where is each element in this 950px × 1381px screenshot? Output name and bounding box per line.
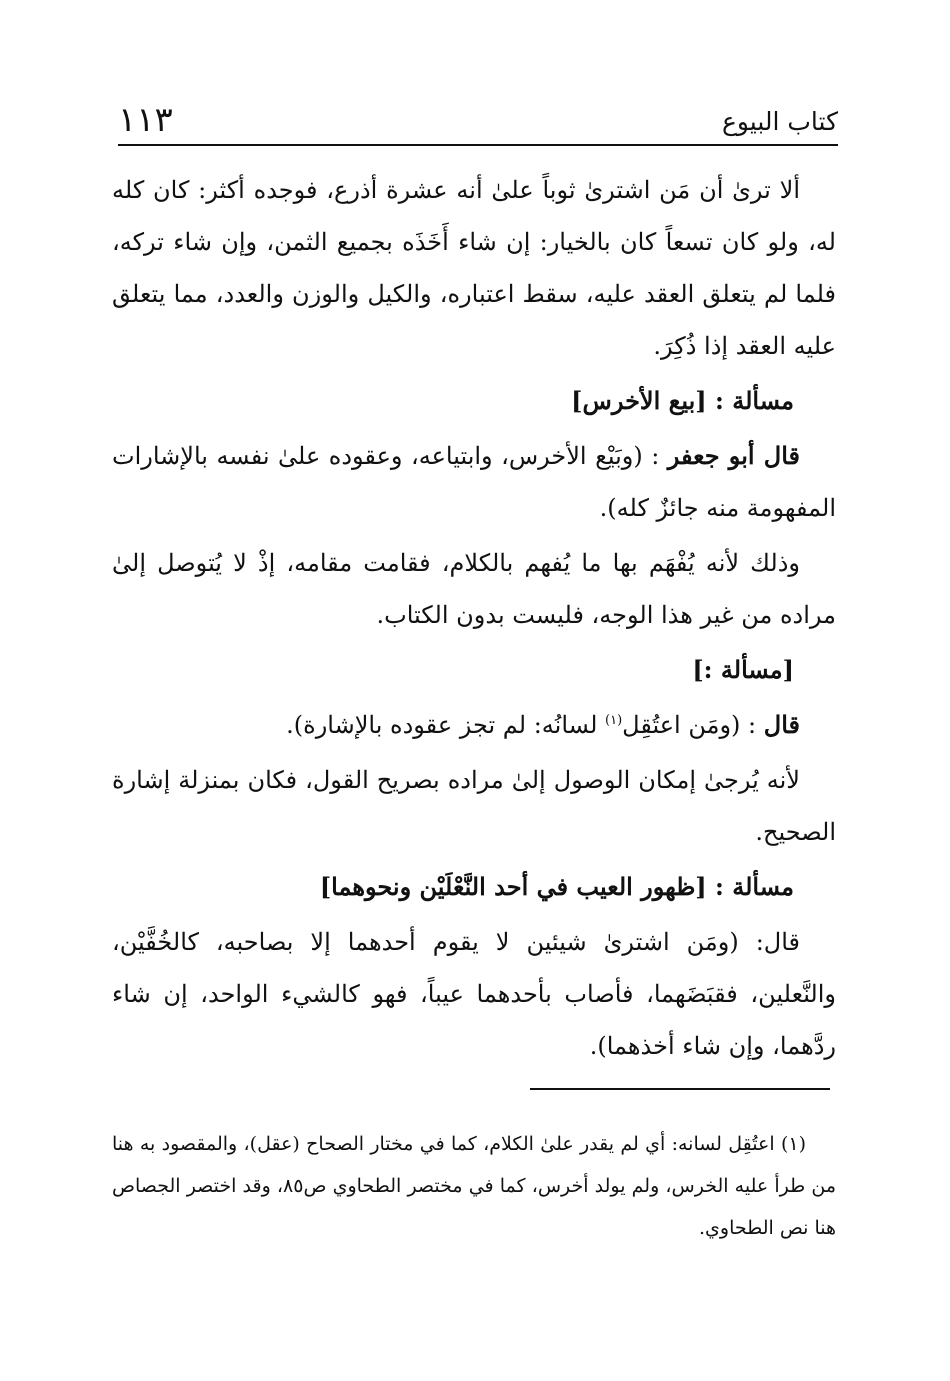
paragraph-2-text: : (وبَيْع الأخرس، وابتياعه، وعقوده علىٰ نفسه بالإشارات المفهومة منه جائزٌ كله). xyxy=(112,442,836,522)
paragraph-5: لأنه يُرجىٰ إمكان الوصول إلىٰ مراده بصريح القول، فكان بمنزلة إشارة الصحيح. xyxy=(112,766,836,846)
paragraph-4-text-b: لسانُه: لم تجز عقوده بالإشارة). xyxy=(286,711,606,739)
paragraph-4 xyxy=(112,699,836,751)
section-heading-bay-al-akhras: مسألة : [بيع الأخرس] xyxy=(571,386,794,415)
footnote-reference: (١) xyxy=(605,713,623,728)
footnote-separator xyxy=(530,1088,830,1090)
paragraph-3: وذلك لأنه يُفْهَم بها ما يُفهم بالكلام، فقامت مقامه، إذْ لا يُتوصل إلىٰ مراده من غير هذا الوجه، فليست بدون الكتاب. xyxy=(112,549,836,629)
main-text xyxy=(112,164,836,1075)
running-title: كتاب البيوع xyxy=(721,107,838,136)
paragraph-1: ألا ترىٰ أن مَن اشترىٰ ثوباً علىٰ أنه عشرة أذرع، فوجده أكثر: كان كله له، ولو كان تسعاً كان بالخيار: إن شاء أَخَذَه بجميع الثمن، وإن شاء تركه، فلما لم يتعلق العقد عليه، سقط اعتباره، والكيل والوزن والعدد، مما يتعلق عليه العقد إذا ذُكِرَ. xyxy=(112,176,836,360)
speaker-label: قال أبو جعفر xyxy=(667,441,800,470)
footnote: (١) اعتُقِل لسانه: أي لم يقدر علىٰ الكلام، كما في مختار الصحاح (عقل)، والمقصود به هنا من طرأ عليه الخرس، ولم يولد أخرس، كما في مختصر الطحاوي ص٨٥، وقد اختصر الجصاص هنا نص الطحاوي. xyxy=(112,1133,836,1239)
paragraph-2 xyxy=(112,430,836,534)
page-header xyxy=(118,100,838,146)
section-heading-masala: [مسألة :] xyxy=(692,655,794,684)
speaker-label: قال xyxy=(763,710,800,739)
page-number: ١١٣ xyxy=(118,100,173,140)
paragraph-4-text-a: : (ومَن اعتُقِل xyxy=(622,711,764,739)
section-heading-defect: مسألة : [ظهور العيب في أحد النَّعْلَيْن ونحوهما] xyxy=(319,872,794,901)
paragraph-6: قال: (ومَن اشترىٰ شيئين لا يقوم أحدهما إلا بصاحبه، كالخُفَّيْن، والنَّعلين، فقبَضَهما، فأصاب بأحدهما عيباً، فهو كالشيء الواحد، إن شاء ردَّهما، وإن شاء أخذهما). xyxy=(112,928,836,1060)
